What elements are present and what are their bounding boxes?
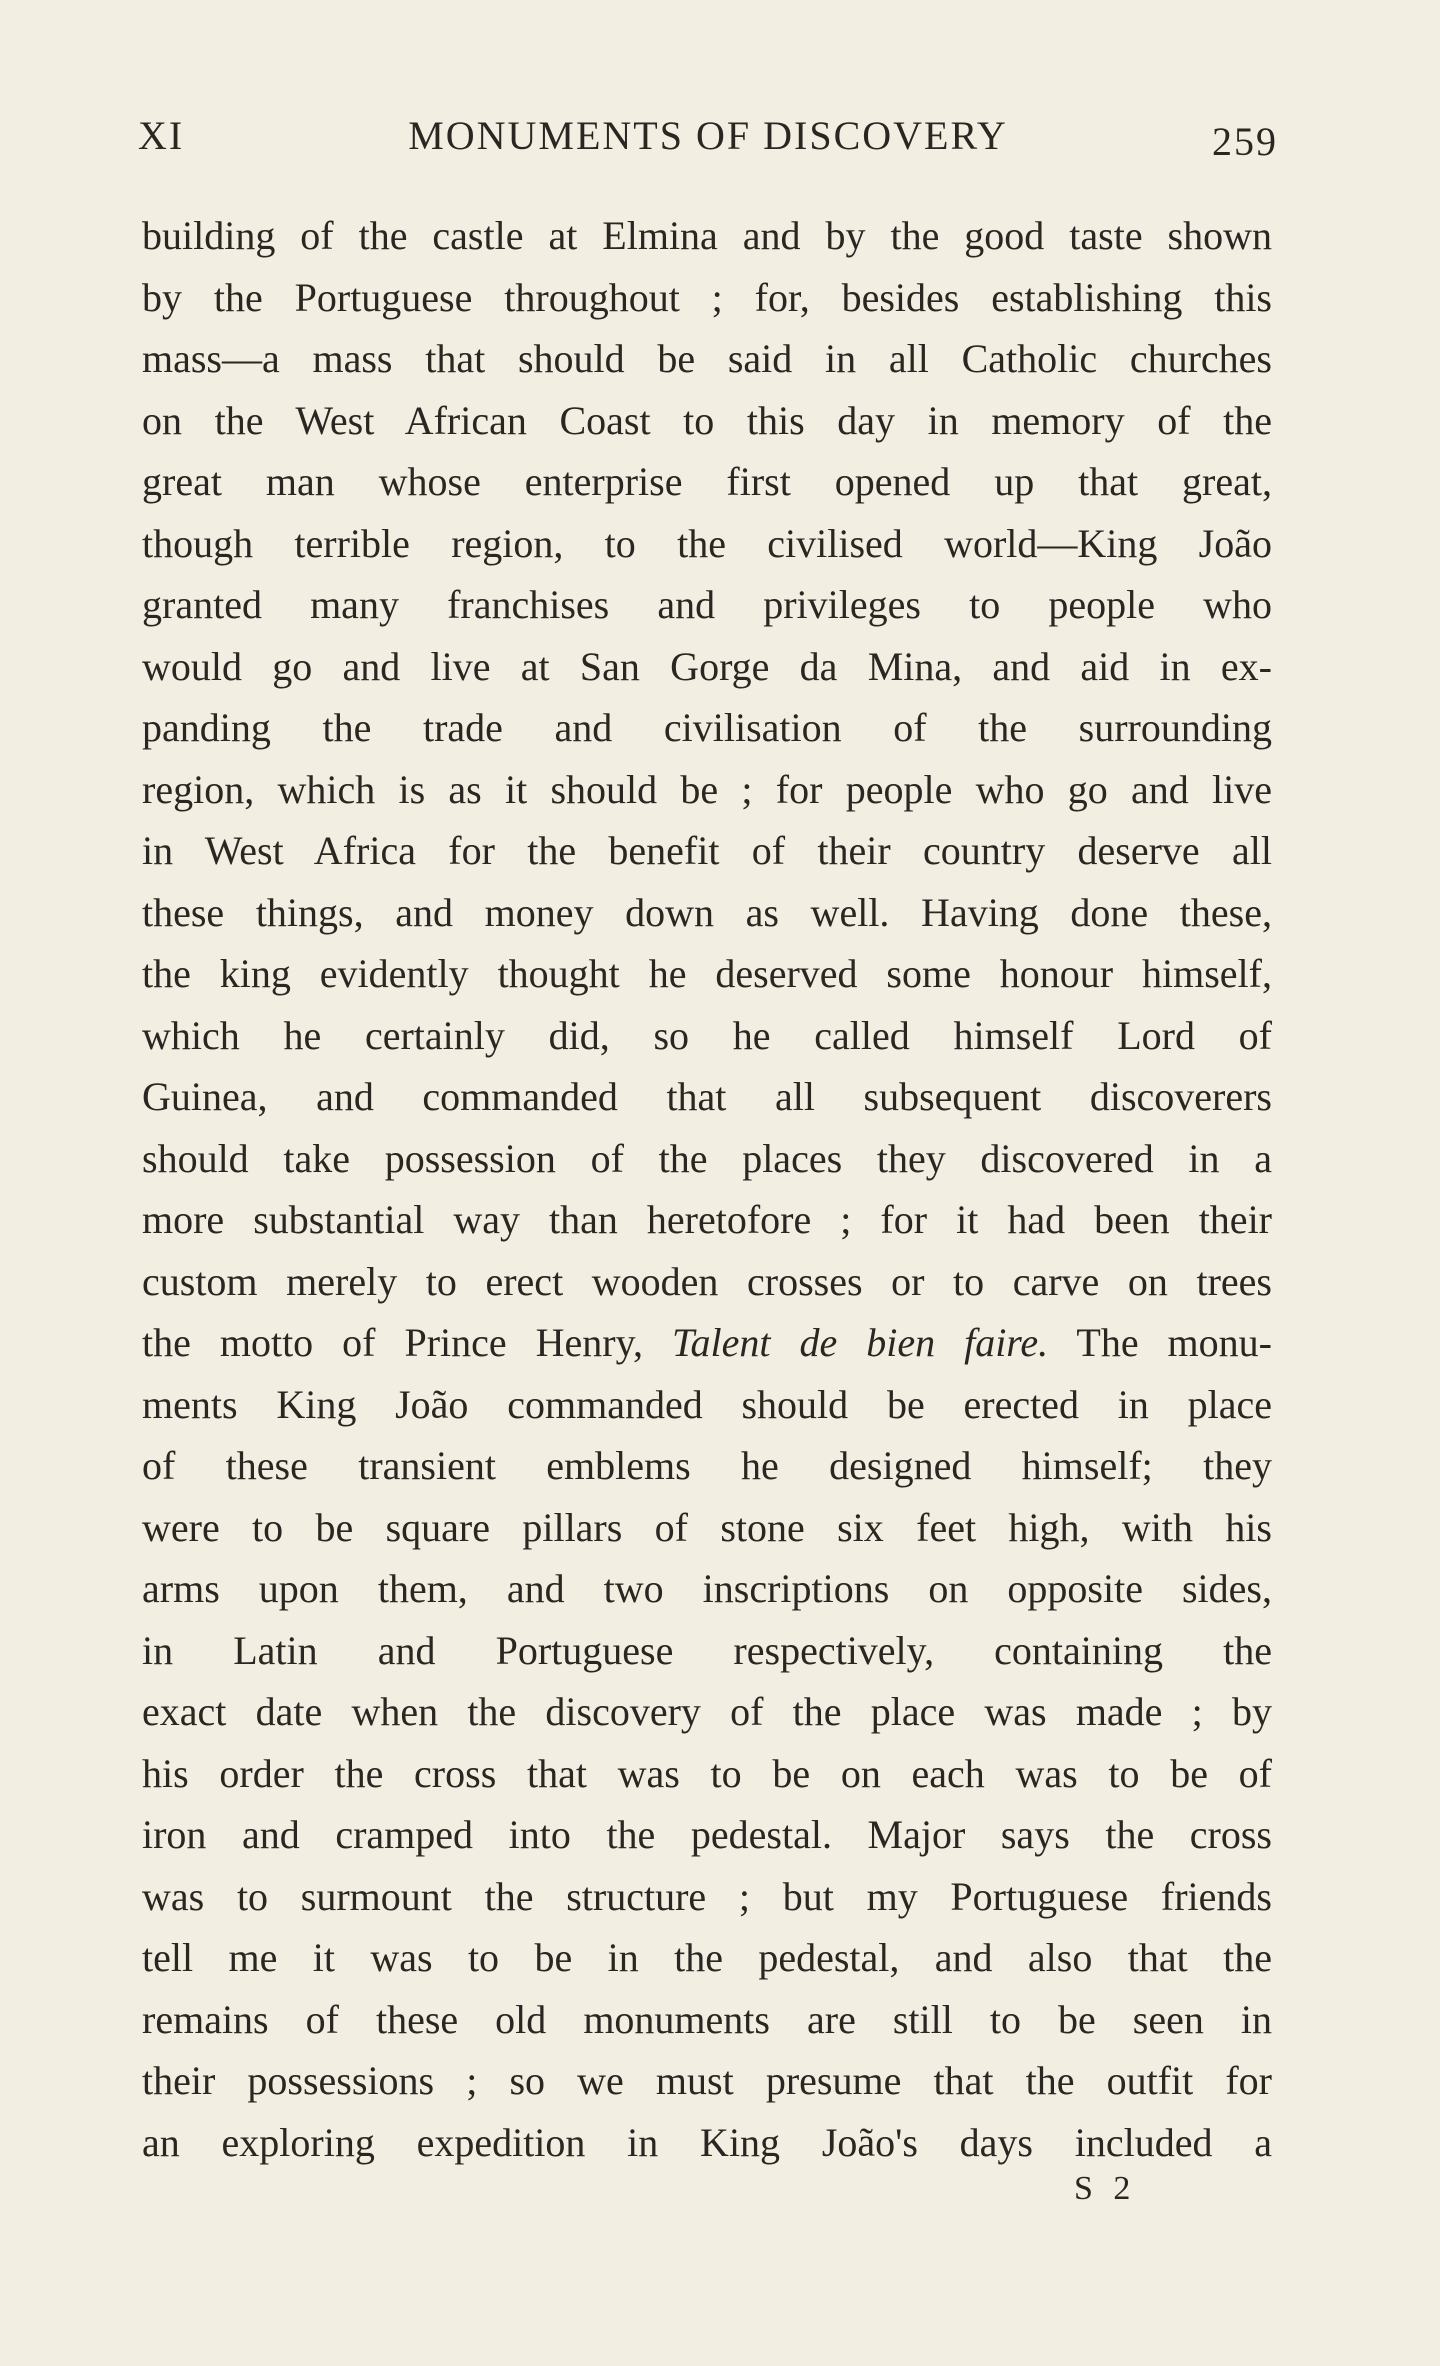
text-run: tell me it was to be in the pedestal, and also that the	[142, 1935, 1272, 1980]
text-run: granted many franchises and privileges to people who	[142, 582, 1272, 627]
text-run: The monu-	[1048, 1320, 1272, 1365]
text-run: in West Africa for the benefit of their country deserve all	[142, 828, 1272, 873]
text-run: mass—a mass that should be said in all Catholic churches	[142, 336, 1272, 381]
text-line	[142, 1312, 1272, 1374]
body-text	[142, 205, 1272, 2173]
text-run: their possessions ; so we must presume that the outfit for	[142, 2058, 1272, 2103]
text-line	[142, 1128, 1272, 1190]
text-line	[142, 1435, 1272, 1497]
text-line	[142, 697, 1272, 759]
text-run: more substantial way than heretofore ; for it had been their	[142, 1197, 1272, 1242]
text-line	[142, 1374, 1272, 1436]
text-run: panding the trade and civilisation of the surrounding	[142, 705, 1272, 750]
chapter-number: XI	[138, 113, 185, 158]
text-line	[142, 759, 1272, 821]
text-line	[142, 636, 1272, 698]
text-run: great man whose enterprise first opened up that great,	[142, 459, 1272, 504]
text-run: building of the castle at Elmina and by the good taste shown	[142, 213, 1272, 258]
text-line	[142, 451, 1272, 513]
text-line	[142, 882, 1272, 944]
text-run: were to be square pillars of stone six feet high, with his	[142, 1504, 1272, 1550]
text-line	[142, 1804, 1272, 1866]
text-line	[142, 1005, 1272, 1067]
text-line	[142, 943, 1272, 1005]
text-line	[142, 328, 1272, 390]
page-number: 259	[1212, 119, 1278, 164]
text-line	[142, 2112, 1272, 2174]
text-line	[142, 1989, 1272, 2051]
text-line	[142, 1558, 1272, 1620]
text-line	[142, 267, 1272, 329]
running-header	[138, 112, 1278, 172]
text-run: though terrible region, to the civilised world—King João	[142, 520, 1272, 566]
text-line	[142, 205, 1272, 267]
text-run: should take possession of the places they discovered in a	[142, 1135, 1272, 1181]
text-run: in Latin and Portuguese respectively, containing the	[142, 1627, 1272, 1673]
text-run: these things, and money down as well. Having done these,	[142, 889, 1272, 935]
text-line	[142, 1620, 1272, 1682]
text-line	[142, 1743, 1272, 1805]
text-run: of these transient emblems he designed himself; they	[142, 1443, 1272, 1488]
text-run: an exploring expedition in King João's days included a	[142, 2119, 1272, 2165]
text-run: arms upon them, and two inscriptions on opposite sides,	[142, 1566, 1272, 1611]
text-run: the motto of Prince Henry,	[142, 1320, 672, 1365]
text-run: the king evidently thought he deserved some honour himself,	[142, 951, 1272, 996]
text-line	[142, 1251, 1272, 1313]
text-run: would go and live at San Gorge da Mina, and aid in ex-	[142, 643, 1272, 689]
text-line	[142, 820, 1272, 882]
text-run: which he certainly did, so he called himself Lord of	[142, 1012, 1272, 1058]
text-line	[142, 1497, 1272, 1559]
text-run: by the Portuguese throughout ; for, besides establishing this	[142, 274, 1272, 320]
text-line	[142, 1681, 1272, 1743]
text-line	[142, 513, 1272, 575]
text-run: iron and cramped into the pedestal. Major says the cross	[142, 1812, 1272, 1857]
running-title: MONUMENTS OF DISCOVERY	[408, 113, 1008, 158]
text-line	[142, 2050, 1272, 2112]
text-run: exact date when the discovery of the place was made ; by	[142, 1689, 1272, 1734]
text-run: on the West African Coast to this day in memory of the	[142, 397, 1272, 443]
text-line	[142, 1189, 1272, 1251]
text-run: remains of these old monuments are still to be seen in	[142, 1996, 1272, 2042]
text-run: region, which is as it should be ; for people who go and live	[142, 766, 1272, 812]
text-run: ments King João commanded should be erected in place	[142, 1381, 1272, 1427]
text-line	[142, 1866, 1272, 1928]
italic-phrase: Talent de bien faire.	[671, 1320, 1049, 1365]
text-line	[142, 1927, 1272, 1989]
text-line	[142, 574, 1272, 636]
text-run: was to surmount the structure ; but my Portuguese friends	[142, 1873, 1272, 1919]
text-line	[142, 390, 1272, 452]
text-run: Guinea, and commanded that all subsequent discoverers	[142, 1074, 1272, 1119]
signature-mark: S 2	[1074, 2170, 1137, 2207]
text-run: custom merely to erect wooden crosses or to carve on trees	[142, 1258, 1272, 1304]
text-run: his order the cross that was to be on each was to be of	[142, 1750, 1272, 1796]
text-line	[142, 1066, 1272, 1128]
